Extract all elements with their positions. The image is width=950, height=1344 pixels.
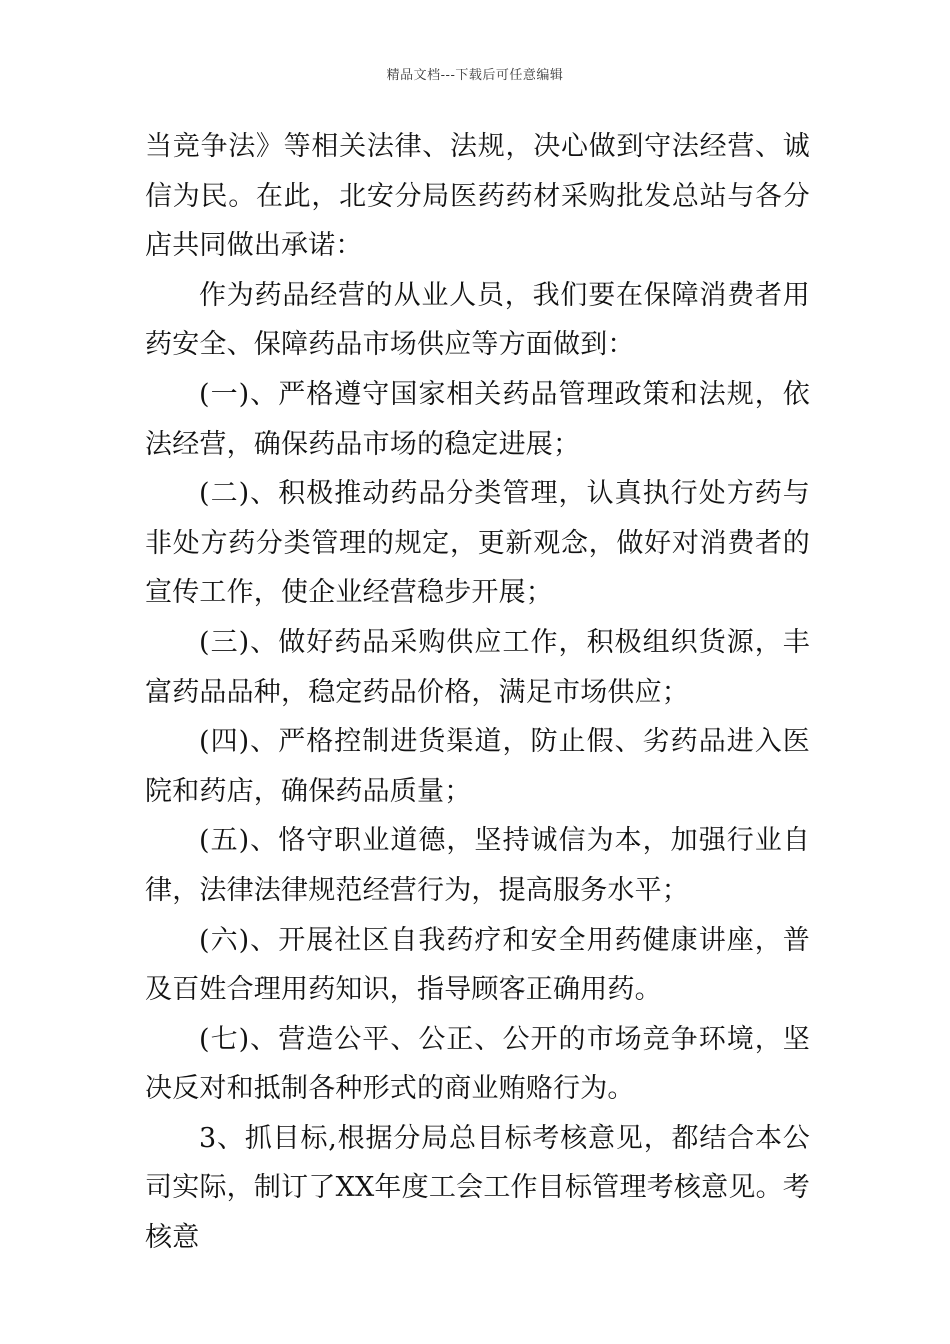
paragraph-item-3: (三)、做好药品采购供应工作，积极组织货源，丰富药品品种，稳定药品价格，满足市场供应； bbox=[145, 626, 810, 708]
paragraph-3: 3、抓目标,根据分局总目标考核意见，都结合本公司实际，制订了XX年度工会工作目标管理考核意见。考核意 bbox=[145, 1122, 810, 1254]
page-header: 精品文档---下载后可任意编辑 bbox=[386, 68, 564, 83]
paragraph-item-5: (五)、恪守职业道德，坚持诚信为本，加强行业自律，法律法律规范经营行为，提高服务水平； bbox=[145, 825, 810, 906]
paragraph-item-1: (一)、严格遵守国家相关药品管理政策和法规，依法经营，确保药品市场的稳定进展； bbox=[145, 378, 810, 460]
paragraph-item-7: (七)、营造公平、公正、公开的市场竞争环境，坚决反对和抵制各种形式的商业贿赂行为。 bbox=[145, 1023, 810, 1105]
document-body bbox=[145, 122, 810, 1263]
paragraph-item-6: (六)、开展社区自我药疗和安全用药健康讲座，普及百姓合理用药知识，指导顾客正确用药。 bbox=[145, 924, 810, 1006]
paragraph-1: 当竞争法》等相关法律、法规，决心做到守法经营、诚信为民。在此，北安分局医药药材采购批发总站与各分店共同做出承诺： bbox=[145, 131, 810, 262]
paragraph-item-4: (四)、严格控制进货渠道，防止假、劣药品进入医院和药店，确保药品质量； bbox=[145, 726, 810, 807]
paragraph-2: 作为药品经营的从业人员，我们要在保障消费者用药安全、保障药品市场供应等方面做到： bbox=[145, 279, 810, 361]
paragraph-item-2: (二)、积极推动药品分类管理，认真执行处方药与非处方药分类管理的规定，更新观念，做好对消费者的宣传工作，使企业经营稳步开展； bbox=[145, 478, 810, 609]
